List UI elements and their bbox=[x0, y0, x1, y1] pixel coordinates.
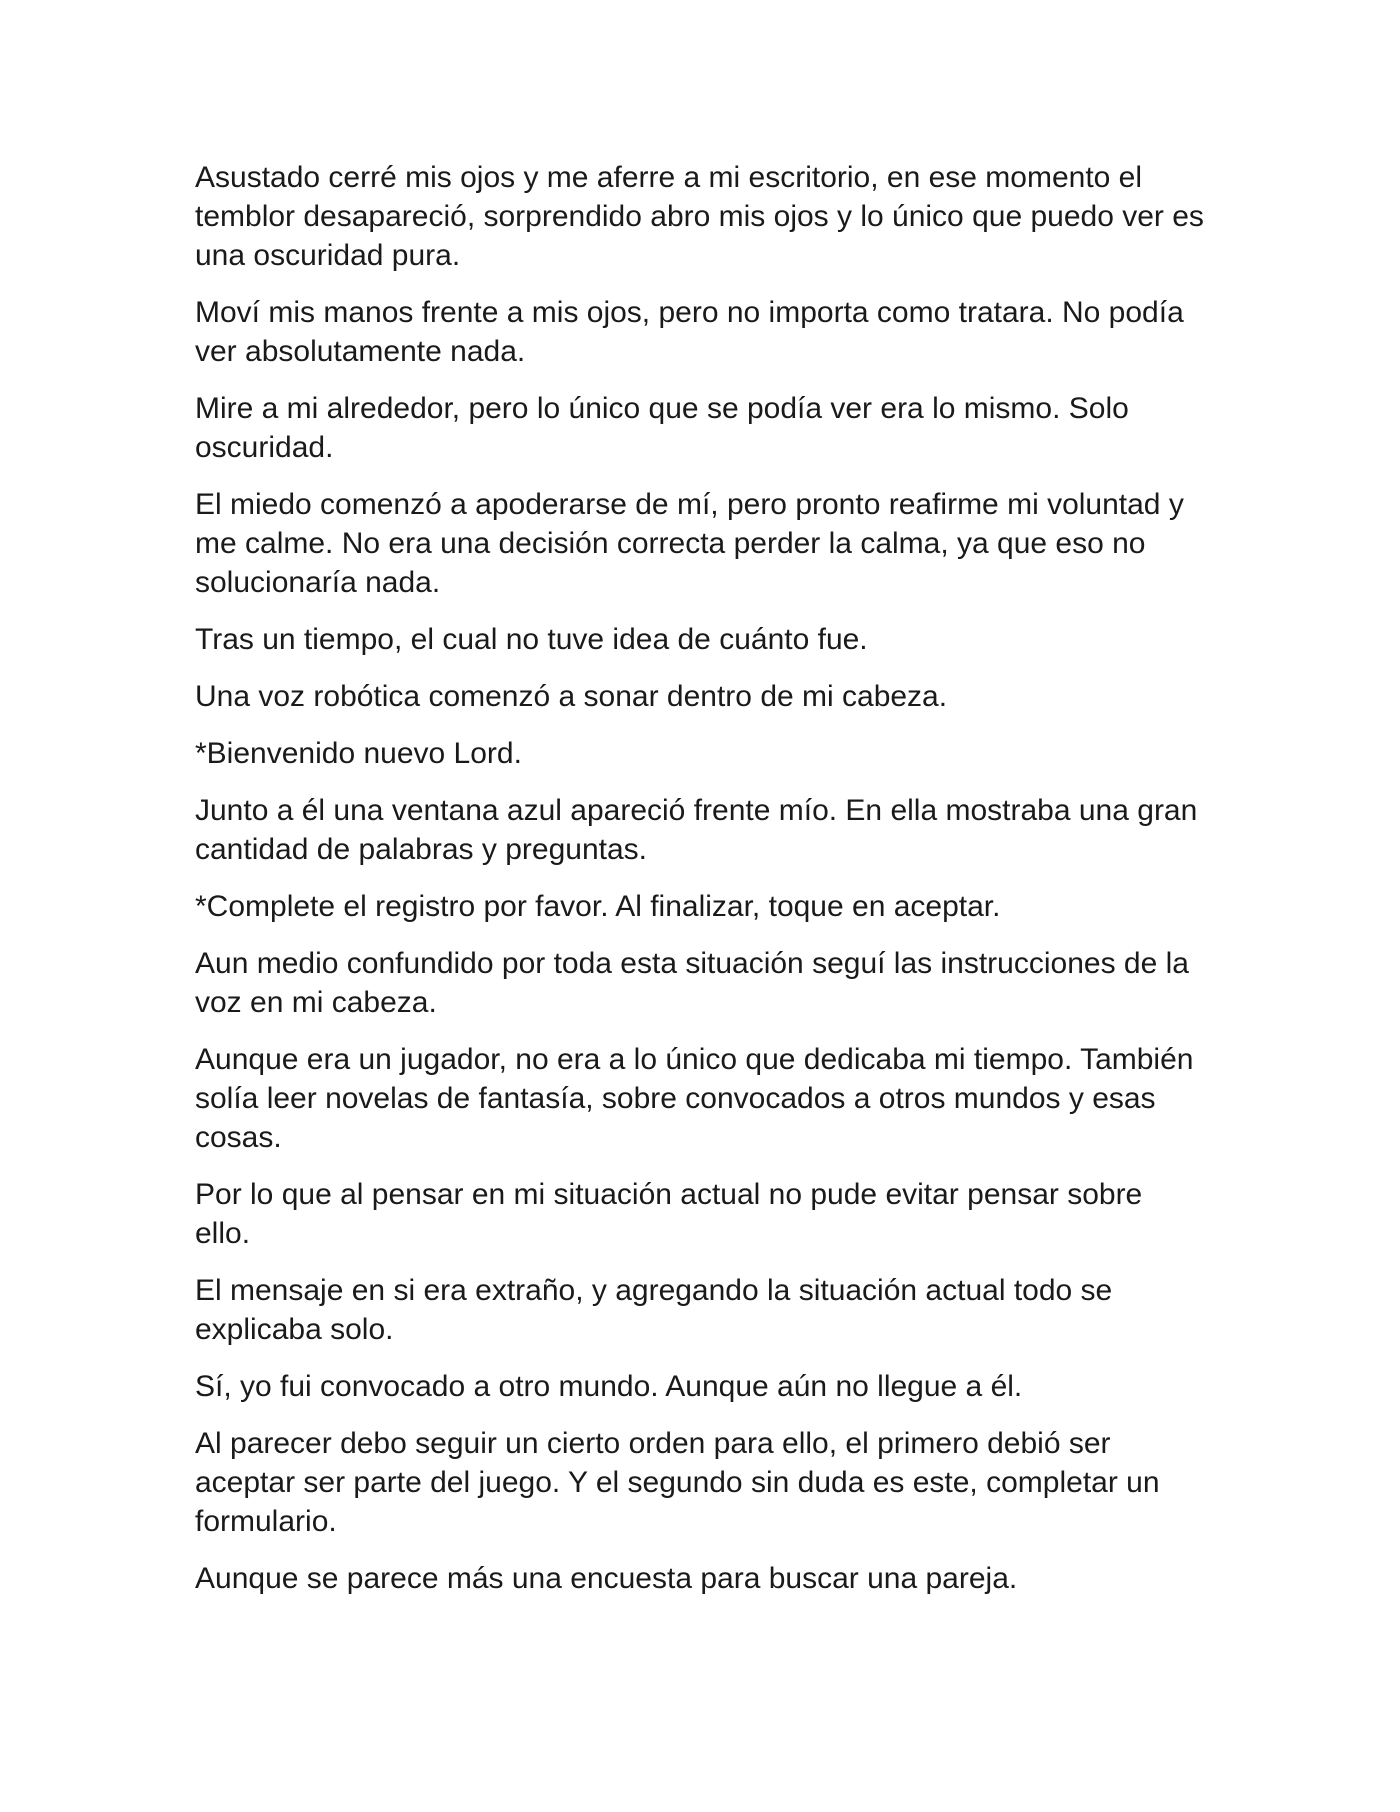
paragraph: El miedo comenzó a apoderarse de mí, pero pronto reafirme mi voluntad y me calme. No era una decisión correcta perder la calma, ya que eso no solucionaría nada. bbox=[195, 488, 1184, 599]
paragraph: Al parecer debo seguir un cierto orden para ello, el primero debió ser aceptar ser parte del juego. Y el segundo sin duda es este, completar un formulario. bbox=[195, 1427, 1160, 1538]
paragraph: *Bienvenido nuevo Lord. bbox=[195, 737, 522, 770]
paragraph: Aunque era un jugador, no era a lo único que dedicaba mi tiempo. También solía leer novelas de fantasía, sobre convocados a otros mundos y esas cosas. bbox=[195, 1043, 1194, 1154]
paragraph: Sí, yo fui convocado a otro mundo. Aunque aún no llegue a él. bbox=[195, 1370, 1023, 1403]
paragraph: Aun medio confundido por toda esta situación seguí las instrucciones de la voz en mi cabeza. bbox=[195, 947, 1189, 1019]
paragraph: Asustado cerré mis ojos y me aferre a mi escritorio, en ese momento el temblor desapareció, sorprendido abro mis ojos y lo único que puedo ver es una oscuridad pura. bbox=[195, 161, 1204, 272]
paragraph: Una voz robótica comenzó a sonar dentro de mi cabeza. bbox=[195, 680, 948, 713]
paragraph: *Complete el registro por favor. Al finalizar, toque en aceptar. bbox=[195, 890, 1001, 923]
document-page bbox=[195, 158, 1205, 1616]
paragraph: Aunque se parece más una encuesta para buscar una pareja. bbox=[195, 1562, 1018, 1595]
paragraph: Por lo que al pensar en mi situación actual no pude evitar pensar sobre ello. bbox=[195, 1178, 1143, 1250]
paragraph: El mensaje en si era extraño, y agregando la situación actual todo se explicaba solo. bbox=[195, 1274, 1113, 1346]
paragraph: Tras un tiempo, el cual no tuve idea de cuánto fue. bbox=[195, 623, 868, 656]
paragraph: Mire a mi alrededor, pero lo único que se podía ver era lo mismo. Solo oscuridad. bbox=[195, 392, 1129, 464]
paragraph: Junto a él una ventana azul apareció frente mío. En ella mostraba una gran cantidad de palabras y preguntas. bbox=[195, 794, 1198, 866]
paragraph: Moví mis manos frente a mis ojos, pero no importa como tratara. No podía ver absolutamente nada. bbox=[195, 296, 1184, 368]
